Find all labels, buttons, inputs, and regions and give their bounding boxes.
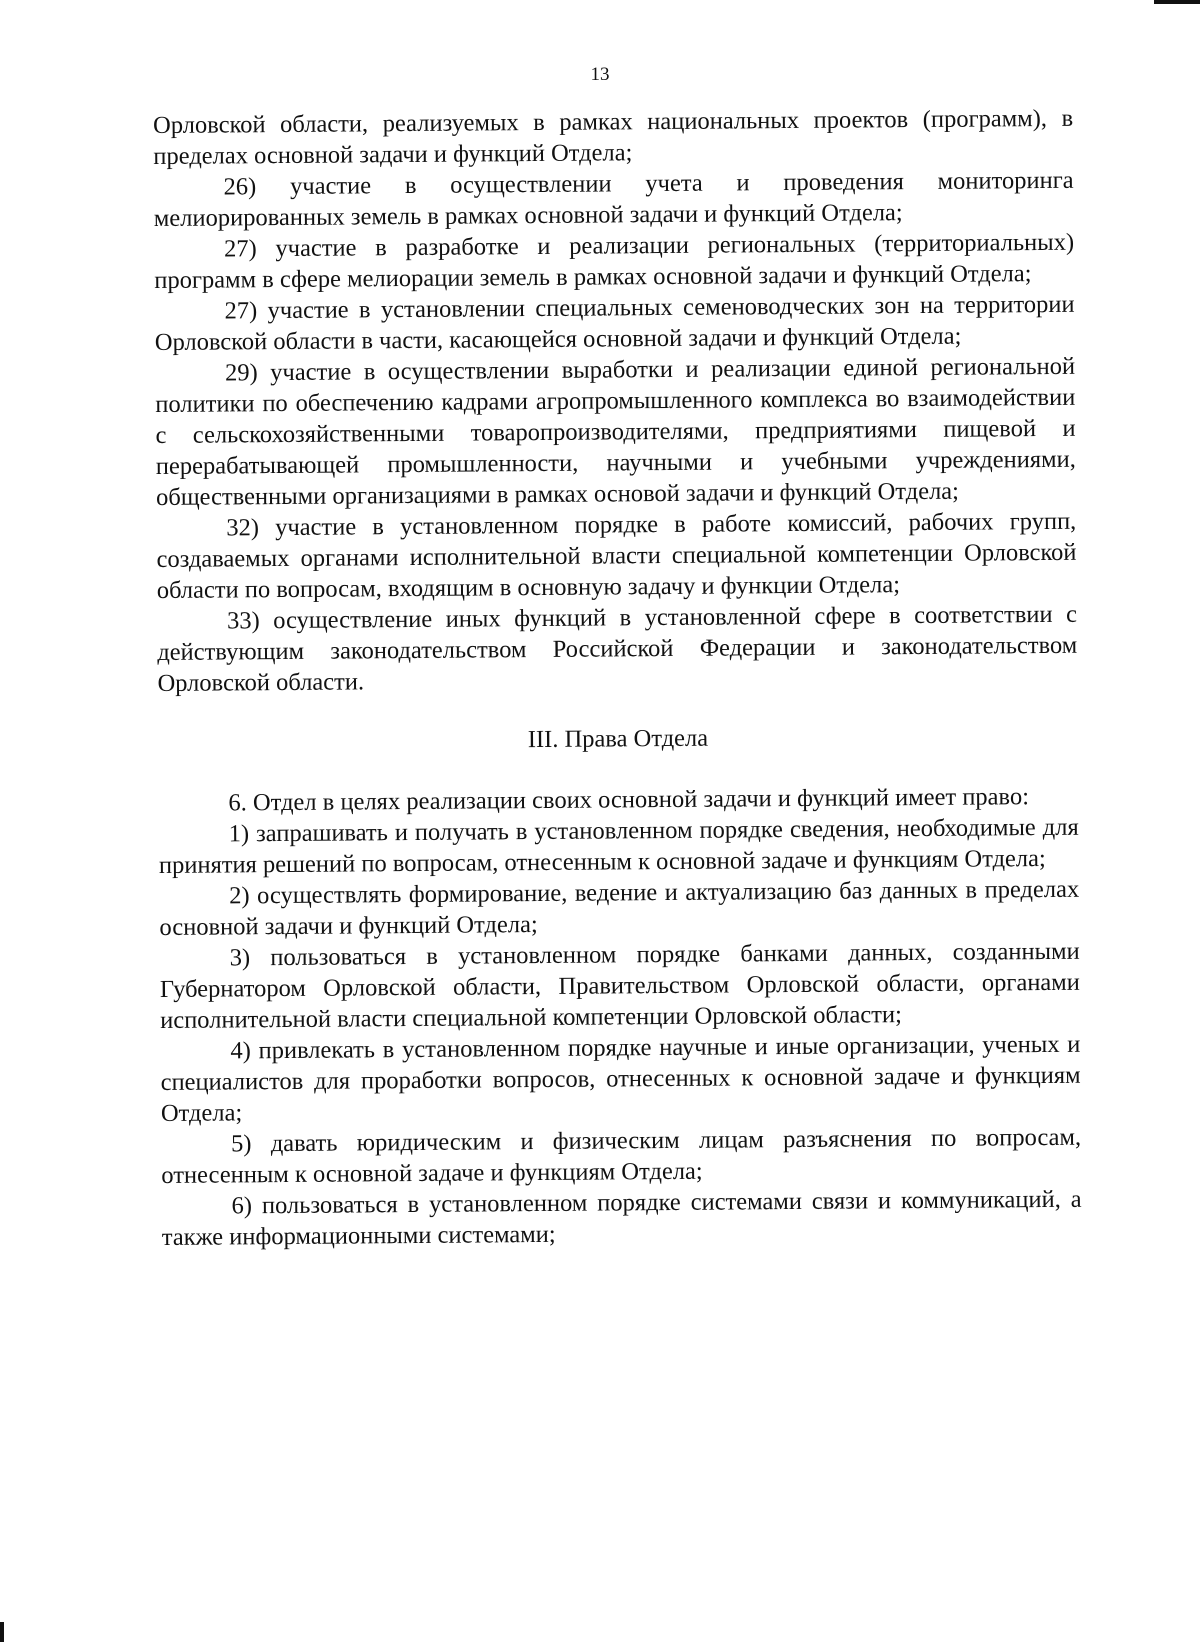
paragraph-right-1: 1) запрашивать и получать в установленном порядке сведения, необходимые для принятия решений по вопросам, отнесенным к основной задаче и функциям Отдела; <box>158 813 1079 879</box>
paragraph-right-2: 2) осуществлять формирование, ведение и актуализацию баз данных в пределах основной задачи и функций Отдела; <box>159 875 1080 941</box>
paragraph-item-26: 26) участие в осуществлении учета и проведения мониторинга мелиорированных земель в рамках основной задачи и функций Отдела; <box>153 166 1074 232</box>
document-body <box>153 103 1082 1253</box>
paragraph-item-32: 32) участие в установленном порядке в работе комиссий, рабочих групп, создаваемых органами исполнительной власти специальной компетенции Орловской области по вопросам, входящим в основную задачу и функции Отдела; <box>156 507 1077 604</box>
paragraph-item-29: 29) участие в осуществлении выработки и реализации единой региональной политики по обеспечению кадрами агропромышленного комплекса во взаимодействии с сельскохозяйственными товаропроизводителями, предприятиями пищевой и перерабатывающей промышленности, научными и учебными учреждениями, общественными организациями в рамках основой задачи и функций Отдела; <box>155 352 1076 511</box>
paragraph-right-4: 4) привлекать в установленном порядке научные и иные организации, ученых и специалистов для проработки вопросов, отнесенных к основной задаче и функциям Отдела; <box>160 1030 1081 1127</box>
paragraph-right-6: 6) пользоваться в установленном порядке системами связи и коммуникаций, а также информационными системами; <box>161 1185 1082 1251</box>
page-number: 13 <box>590 64 610 85</box>
section-heading: III. Права Отдела <box>527 724 709 754</box>
paragraph-right-3: 3) пользоваться в установленном порядке банками данных, созданными Губернатором Орловской области, Правительством Орловской области, органами исполнительной власти специальной компетенции Орловской области; <box>159 937 1080 1034</box>
paragraph-item-33: 33) осуществление иных функций в установленной сфере в соответствии с действующим законодательством Российской Федерации и законодательством Орловской области. <box>157 600 1078 697</box>
paragraph-right-5: 5) давать юридическим и физическим лицам разъяснения по вопросам, отнесенным к основной задаче и функциям Отдела; <box>161 1123 1082 1189</box>
paragraph-rights-intro: 6. Отдел в целях реализации своих основной задачи и функций имеет право: <box>228 783 1030 817</box>
paragraph-continuation: Орловской области, реализуемых в рамках национальных проектов (программ), в пределах основной задачи и функций Отдела; <box>153 104 1074 170</box>
paragraph-item-27b: 27) участие в установлении специальных семеноводческих зон на территории Орловской области в части, касающейся основной задачи и функций Отдела; <box>154 290 1075 356</box>
scan-edge-mark-bottom <box>0 1622 4 1642</box>
scan-edge-mark <box>1154 0 1200 4</box>
paragraph-item-27a: 27) участие в разработке и реализации региональных (территориальных) программ в сфере мелиорации земель в рамках основной задачи и функций Отдела; <box>154 228 1075 294</box>
